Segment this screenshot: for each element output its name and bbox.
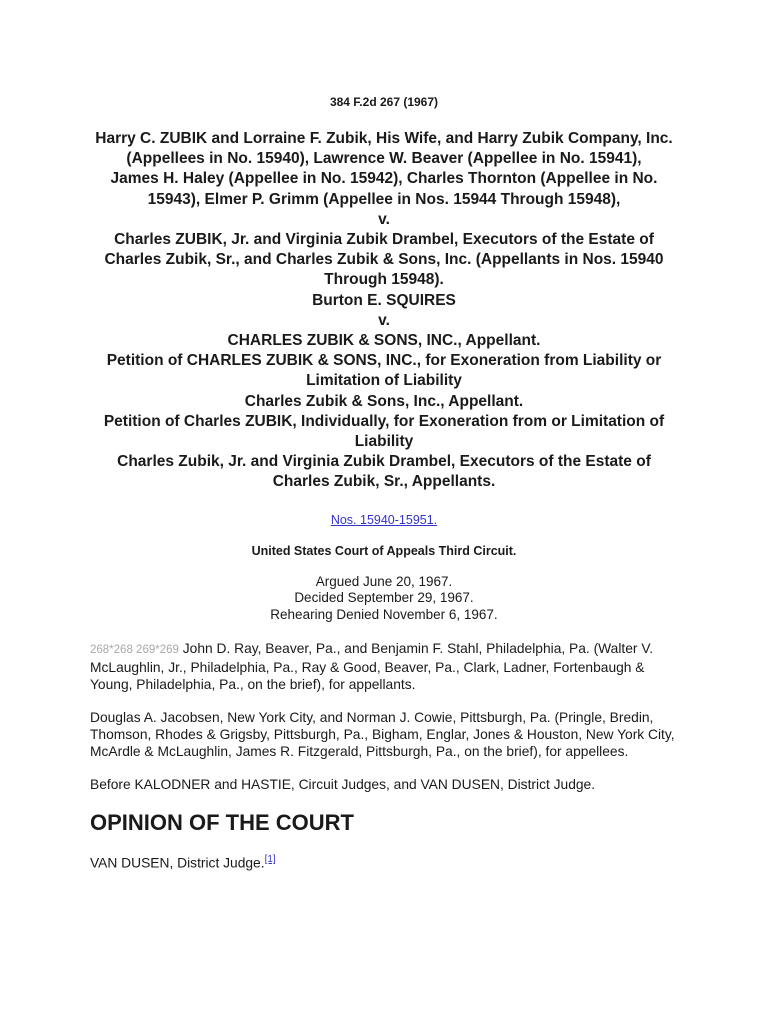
footnote-marker <box>265 853 276 865</box>
decided-date: Decided September 29, 1967. <box>294 590 474 606</box>
caption-line: v. <box>378 210 390 228</box>
caption-line: CHARLES ZUBIK & SONS, INC., Appellant. <box>227 332 541 350</box>
footnote-link[interactable]: [1] <box>264 854 276 866</box>
caption-line: Charles Zubik, Jr. and Virginia Zubik Drambel, Executors of the Estate of Charles Zubik, Sr., Appellants. <box>117 453 651 491</box>
document-page <box>90 0 678 872</box>
opinion-author <box>90 851 678 872</box>
caption-line: Petition of CHARLES ZUBIK & SONS, INC., for Exoneration from Liability or Limitation of Liability <box>106 352 662 390</box>
case-dates <box>90 574 678 624</box>
page-markers: 268*268 269*269 <box>90 644 179 657</box>
author-text: VAN DUSEN, District Judge. <box>90 855 265 871</box>
caption-line: v. <box>378 311 390 329</box>
caption-line: Charles ZUBIK, Jr. and Virginia Zubik Drambel, Executors of the Estate of Charles Zubik, Sr., and Charles Zubik & Sons, Inc. (Appellants in Nos. 15940 Through 15948). <box>104 231 664 289</box>
docket-link[interactable]: Nos. 15940-15951. <box>330 512 438 527</box>
caption-line: Charles Zubik & Sons, Inc., Appellant. <box>244 392 524 410</box>
caption-line: James H. Haley (Appellee in No. 15942), Charles Thornton (Appellee in No. 15943), Elmer P. Grimm (Appellee in Nos. 15944 Through 15948), <box>110 170 658 208</box>
rehearing-date: Rehearing Denied November 6, 1967. <box>270 606 498 622</box>
court-name: United States Court of Appeals Third Circuit. <box>251 543 517 558</box>
opinion-heading: OPINION OF THE COURT <box>90 810 354 836</box>
panel-judges: Before KALODNER and HASTIE, Circuit Judges, and VAN DUSEN, District Judge. <box>90 777 596 793</box>
caption-line: Burton E. SQUIRES <box>312 291 456 309</box>
case-citation: 384 F.2d 267 (1967) <box>329 95 439 109</box>
counsel-appellees: Douglas A. Jacobsen, New York City, and Norman J. Cowie, Pittsburgh, Pa. (Pringle, Bredin, Thomson, Rhodes & Grigsby, Pittsburgh, Pa., Bigham, Englar, Jones & Houston, New York City, McArdle & McLaughlin, James R. Fitzgerald, Pittsburgh, Pa., on the brief), for appellees. <box>90 710 675 760</box>
caption-line: Harry C. ZUBIK and Lorraine F. Zubik, His Wife, and Harry Zubik Company, Inc. (Appellees in No. 15940), Lawrence W. Beaver (Appellee in No. 15941), <box>95 130 673 168</box>
caption-line: Petition of Charles ZUBIK, Individually, for Exoneration from or Limitation of Liability <box>103 412 665 451</box>
case-caption <box>90 129 678 493</box>
counsel-appellants-text: John D. Ray, Beaver, Pa., and Benjamin F. Stahl, Philadelphia, Pa. (Walter V. McLaughlin, Jr., Philadelphia, Pa., Ray & Good, Beaver, Pa., Clark, Ladner, Fortenbaugh & Young, Philadelphia, Pa., on the brief), for appellants. <box>90 641 654 693</box>
counsel-appellants <box>90 640 678 693</box>
docket-numbers <box>90 512 678 528</box>
argued-date: Argued June 20, 1967. <box>315 573 453 589</box>
